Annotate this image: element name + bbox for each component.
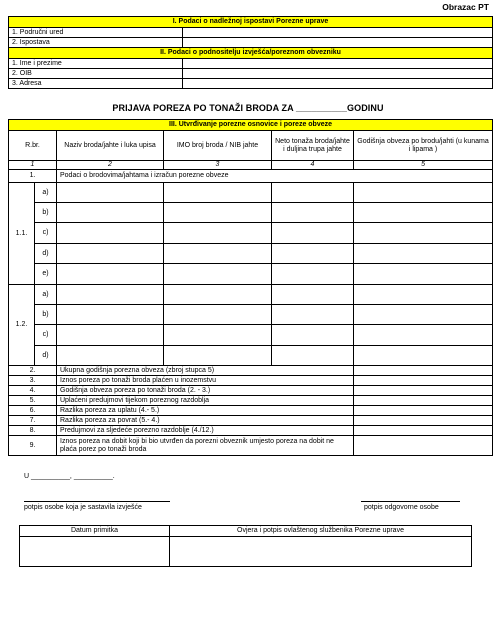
place-date[interactable]: U __________, __________. <box>24 473 115 480</box>
header-ship-name: Naziv broda/jahte i luka upisa <box>57 131 164 161</box>
summary-label: Razlika poreza za povrat (5.- 4.) <box>57 416 354 426</box>
row-letter: d) <box>35 346 57 366</box>
summary-number: 8. <box>9 426 57 436</box>
row-letter: d) <box>35 244 57 264</box>
summary-value-cell[interactable] <box>354 416 493 426</box>
receipt-date-field[interactable] <box>20 537 170 567</box>
summary-label: Iznos poreza po tonaži broda plaćen u inozemstvu <box>57 376 354 386</box>
summary-value-cell[interactable] <box>354 406 493 416</box>
obligation-cell[interactable] <box>354 244 493 264</box>
summary-value-cell[interactable] <box>354 396 493 406</box>
summary-number: 3. <box>9 376 57 386</box>
receipt-date-header: Datum primitka <box>20 526 170 537</box>
ship-name-cell[interactable] <box>57 305 164 325</box>
summary-value-cell[interactable] <box>354 366 493 376</box>
tonnage-cell[interactable] <box>272 325 354 346</box>
group-1-1-label: 1.1. <box>9 183 35 285</box>
obligation-cell[interactable] <box>354 264 493 285</box>
section1-title: I. Podaci o nadležnoj ispostavi Porezne uprave <box>9 17 493 28</box>
col-number-2: 2 <box>57 161 164 170</box>
col-number-1: 1 <box>9 161 57 170</box>
tonnage-cell[interactable] <box>272 183 354 203</box>
tonnage-cell[interactable] <box>272 244 354 264</box>
branch-office-field[interactable] <box>183 38 493 48</box>
signature-left-caption: potpis osobe koja je sastavila izvješće <box>24 504 142 511</box>
summary-number: 6. <box>9 406 57 416</box>
section3-title: III. Utvrđivanje porezne osnovice i poreze obveze <box>9 120 493 131</box>
address-field[interactable] <box>183 79 493 89</box>
obligation-cell[interactable] <box>354 203 493 223</box>
imo-cell[interactable] <box>164 203 272 223</box>
col-number-3: 3 <box>164 161 272 170</box>
tonnage-cell[interactable] <box>272 223 354 244</box>
obligation-cell[interactable] <box>354 285 493 305</box>
tonnage-cell[interactable] <box>272 203 354 223</box>
section2-title: II. Podaci o podnositelju izvješća/poreznom obvezniku <box>9 48 493 59</box>
tax-calculation-table <box>8 119 493 456</box>
row-letter: e) <box>35 264 57 285</box>
group-1-2-label: 1.2. <box>9 285 35 366</box>
row1-number: 1. <box>9 170 57 183</box>
summary-label: Iznos poreza na dobit koji bi bio utvrđen da porezni obveznik umjesto poreza na dobit ne plaća porez po tonaži broda <box>57 436 354 456</box>
summary-number: 5. <box>9 396 57 406</box>
ship-name-cell[interactable] <box>57 346 164 366</box>
row-letter: b) <box>35 203 57 223</box>
address-label: 3. Adresa <box>9 79 183 89</box>
header-imo: IMO broj broda / NIB jahte <box>164 131 272 161</box>
col-number-4: 4 <box>272 161 354 170</box>
signature-line-right[interactable] <box>361 501 460 502</box>
oib-label: 2. OIB <box>9 69 183 79</box>
header-rbr: R.br. <box>9 131 57 161</box>
summary-label: Ukupna godišnja porezna obveza (zbroj stupca 5) <box>57 366 354 376</box>
ship-name-cell[interactable] <box>57 183 164 203</box>
ship-name-cell[interactable] <box>57 203 164 223</box>
imo-cell[interactable] <box>164 346 272 366</box>
summary-label: Uplaćeni predujmovi tijekom poreznog razdoblja <box>57 396 354 406</box>
ship-name-cell[interactable] <box>57 264 164 285</box>
ship-name-cell[interactable] <box>57 325 164 346</box>
summary-number: 2. <box>9 366 57 376</box>
tonnage-cell[interactable] <box>272 285 354 305</box>
signature-right-caption: potpis odgovorne osobe <box>364 504 439 511</box>
ship-name-cell[interactable] <box>57 285 164 305</box>
receipt-verification-field[interactable] <box>170 537 472 567</box>
row-letter: a) <box>35 285 57 305</box>
branch-office-label: 2. Ispostava <box>9 38 183 48</box>
row-letter: b) <box>35 305 57 325</box>
obligation-cell[interactable] <box>354 305 493 325</box>
form-code: Obrazac PT <box>442 2 489 12</box>
imo-cell[interactable] <box>164 223 272 244</box>
row-letter: c) <box>35 325 57 346</box>
name-field[interactable] <box>183 59 493 69</box>
receipt-verification-header: Ovjera i potpis ovlaštenog službenika Porezne uprave <box>170 526 472 537</box>
main-title: PRIJAVA POREZA PO TONAŽI BRODA ZA __________GODINU <box>112 103 384 113</box>
summary-number: 9. <box>9 436 57 456</box>
imo-cell[interactable] <box>164 183 272 203</box>
summary-value-cell[interactable] <box>354 426 493 436</box>
obligation-cell[interactable] <box>354 325 493 346</box>
summary-value-cell[interactable] <box>354 436 493 456</box>
imo-cell[interactable] <box>164 325 272 346</box>
ship-name-cell[interactable] <box>57 244 164 264</box>
summary-number: 4. <box>9 386 57 396</box>
obligation-cell[interactable] <box>354 346 493 366</box>
row-letter: c) <box>35 223 57 244</box>
imo-cell[interactable] <box>164 285 272 305</box>
oib-field[interactable] <box>183 69 493 79</box>
ship-name-cell[interactable] <box>57 223 164 244</box>
header-annual-obligation: Godišnja obveza po brodu/jahti (u kunama i lipama ) <box>354 131 493 161</box>
summary-label: Predujmovi za sljedeće porezno razdoblje (4./12.) <box>57 426 354 436</box>
receipt-table <box>19 525 472 567</box>
header-info-table <box>8 16 493 89</box>
summary-number: 7. <box>9 416 57 426</box>
summary-label: Razlika poreza za uplatu (4.- 5.) <box>57 406 354 416</box>
regional-office-label: 1. Područni ured <box>9 28 183 38</box>
regional-office-field[interactable] <box>183 28 493 38</box>
col-number-5: 5 <box>354 161 493 170</box>
signature-line-left[interactable] <box>24 501 170 502</box>
row-letter: a) <box>35 183 57 203</box>
imo-cell[interactable] <box>164 264 272 285</box>
imo-cell[interactable] <box>164 305 272 325</box>
tonnage-cell[interactable] <box>272 264 354 285</box>
name-label: 1. Ime i prezime <box>9 59 183 69</box>
summary-value-cell[interactable] <box>354 386 493 396</box>
obligation-cell[interactable] <box>354 183 493 203</box>
summary-label: Godišnja obveza poreza po tonaži broda (2. - 3.) <box>57 386 354 396</box>
tonnage-cell[interactable] <box>272 305 354 325</box>
summary-value-cell[interactable] <box>354 376 493 386</box>
header-tonnage: Neto tonaža broda/jahte i duljina trupa jahte <box>272 131 354 161</box>
imo-cell[interactable] <box>164 244 272 264</box>
obligation-cell[interactable] <box>354 223 493 244</box>
row1-label: Podaci o brodovima/jahtama i izračun porezne obveze <box>57 170 493 183</box>
tonnage-cell[interactable] <box>272 346 354 366</box>
